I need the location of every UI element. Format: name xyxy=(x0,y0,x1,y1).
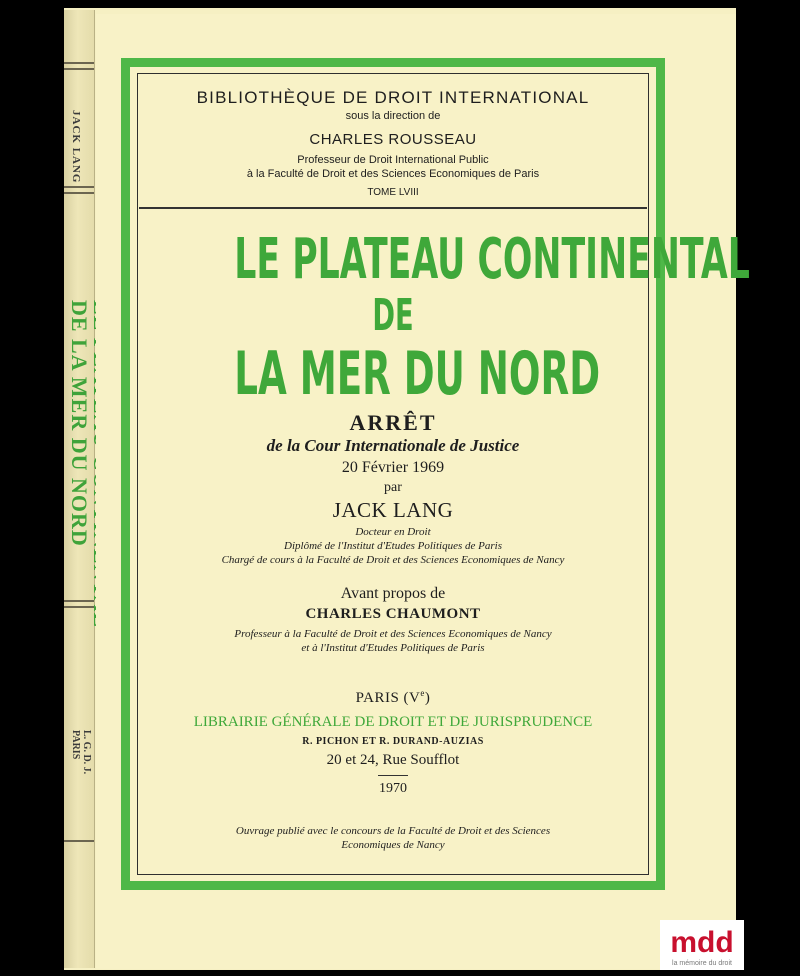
series-director-title-1: Professeur de Droit International Public xyxy=(297,154,489,166)
book-spine xyxy=(64,10,95,968)
note-line-2: Economiques de Nancy xyxy=(341,839,445,851)
foreword-name: CHARLES CHAUMONT xyxy=(305,606,481,622)
mdd-logo xyxy=(654,920,744,970)
spine-rule xyxy=(64,68,94,70)
header-rule xyxy=(139,207,647,209)
subtitle-court: de la Cour Internationale de Justice xyxy=(266,436,520,455)
logo-text: mdd xyxy=(670,926,734,959)
publisher-city-arrondissement: e xyxy=(420,688,425,698)
spine-rule xyxy=(64,840,94,842)
series-direction: sous la direction de xyxy=(345,110,441,122)
series-name: BIBLIOTHÈQUE DE DROIT INTERNATIONAL xyxy=(196,88,590,107)
subtitle-date: 20 Février 1969 xyxy=(341,459,445,476)
foreword-title-2: et à l'Institut d'Etudes Politiques de Paris xyxy=(301,642,485,654)
author-credential-1: Docteur en Droit xyxy=(355,526,431,538)
spine-rule xyxy=(64,186,94,188)
publisher-city xyxy=(137,688,649,707)
author-credential-3: Chargé de cours à la Faculté de Droit et des Sciences Economiques de Nancy xyxy=(221,554,565,566)
publisher-year: 1970 xyxy=(379,781,407,796)
series-director: CHARLES ROUSSEAU xyxy=(309,131,477,148)
spine-publisher-city: PARIS xyxy=(70,730,81,760)
publisher-address: 20 et 24, Rue Soufflot xyxy=(326,752,460,768)
logo-tagline: la mémoire du droit xyxy=(672,960,732,967)
spine-publisher-name: L. G. D. J. xyxy=(81,730,92,775)
subtitle-arret: ARRÊT xyxy=(349,410,437,435)
spine-rule xyxy=(64,62,94,64)
year-rule xyxy=(378,775,408,776)
spine-author: JACK LANG xyxy=(70,110,82,184)
title-line-3: LA MER DU NORD xyxy=(234,339,601,409)
series-tome: TOME LVIII xyxy=(367,187,419,198)
author-name: JACK LANG xyxy=(332,498,454,522)
title-line-2: DE xyxy=(372,290,414,341)
note-line-1: Ouvrage publié avec le concours de la Faculté de Droit et des Sciences xyxy=(235,825,551,837)
author-credential-2: Diplômé de l'Institut d'Etudes Politiques de Paris xyxy=(284,540,502,552)
publisher-editors: R. PICHON ET R. DURAND-AUZIAS xyxy=(302,736,484,747)
publisher-name: LIBRAIRIE GÉNÉRALE DE DROIT ET DE JURISPRUDENCE xyxy=(193,714,593,730)
spine-title-line-2: DE LA MER DU NORD xyxy=(67,300,92,547)
publisher-city-name: PARIS (V xyxy=(355,690,421,706)
foreword-title-1: Professeur à la Faculté de Droit et des Sciences Economiques de Nancy xyxy=(234,628,552,640)
publisher-city-close: ) xyxy=(424,690,431,706)
spine-publisher xyxy=(70,730,92,774)
author-par: par xyxy=(384,480,402,495)
title-line-1: LE PLATEAU CONTINENTAL xyxy=(234,227,750,292)
series-director-title-2: à la Faculté de Droit et des Sciences Economiques de Paris xyxy=(246,168,540,180)
foreword-label: Avant propos de xyxy=(340,585,446,602)
spine-rule xyxy=(64,192,94,194)
